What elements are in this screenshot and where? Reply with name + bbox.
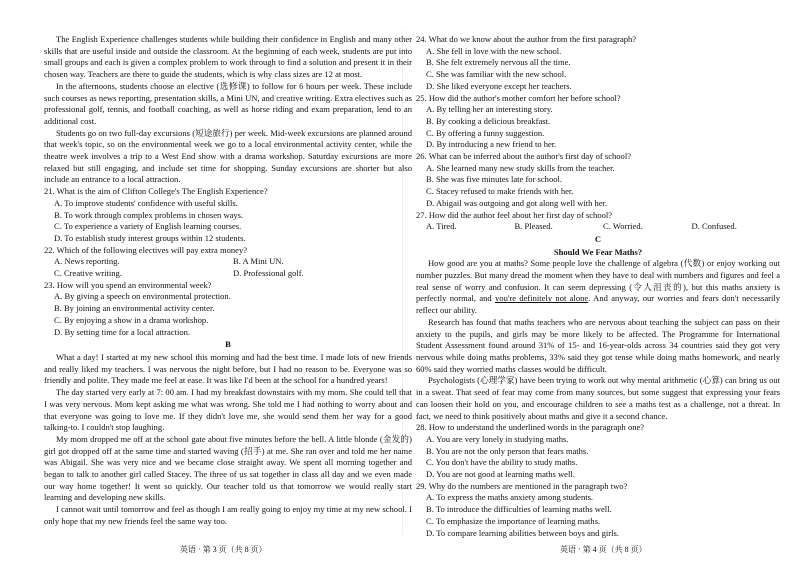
question-25-option-d: D. By introducing a new friend to her. [426,139,557,150]
question-25-option-a: A. By telling her an interesting story. [426,104,553,115]
question-29-option-c: C. To emphasize the importance of learning maths. [426,515,601,526]
question-27-option-c: C. Worried. [603,221,643,232]
question-22-option-d: D. Professional golf. [233,268,304,279]
question-29-option-d: D. To compare learning abilities between boys and girls. [426,527,619,538]
question-25-option-b: B. By cooking a delicious breakfast. [426,115,551,126]
question-26-option-d: D. Abigail was outgoing and got along well with her. [426,197,608,208]
passage-a-paragraph-3: Students go on two full-day excursions (短途旅行) per week. Mid-week excursions are planned around that week's topic, so on the environmental week we go to a local environmental activity center, while the theatre week involves a trip to a West End show with a drama workshop. Saturday excursions are more relaxed but still engaging, and include set time for shopping. Sunday excursions are shorter but also include an entrance to a local attraction. [44,127,412,185]
question-26-option-c: C. Stacey refused to make friends with her. [426,186,574,197]
question-23-option-b: B. By joining an environmental activity center. [54,303,215,314]
question-21-option-d: D. To establish study interest groups within 12 students. [54,232,246,243]
passage-b-paragraph-4: I cannot wait until tomorrow and feel as though I am really going to enjoy my time at my new school. I only hope that my new friends feel the same way too. [44,504,412,526]
passage-c-paragraph-2: Research has found that maths teachers who are nervous about teaching the subject can pass on their anxiety to the pupils, and girls may be more likely to be affected. The Programme for International Student Assessment found around 31% of 15- and 16-year-olds across 34 countries said they got very nervous while doing maths problems, 33% said they got tense while doing maths homework, and nearly 60% said they worried maths classes would be difficult. [416,316,780,374]
question-23-option-d: D. By setting time for a local attraction. [54,326,190,337]
question-24-option-a: A. She fell in love with the new school. [426,45,562,56]
question-21-option-a: A. To improve students' confidence with useful skills. [54,197,238,208]
question-22-option-c: C. Creative writing. [54,268,122,279]
right-page [416,34,780,539]
passage-c-paragraph-1-end: . And anyway, our worries and fears don't necessarily reflect our ability. [416,293,780,316]
passage-c-paragraph-1-start: How good are you at maths? Some people love the challenge of algebra (代数) or enjoy working out number puzzles. But many dread the moment when they have to deal with numbers and figures and feel a real sense of worry and confusion. It can seem depressing (令人沮丧的), but this maths anxiety is perfectly normal, and [416,258,780,304]
question-28-option-d: D. You are not good at learning maths well. [426,469,575,480]
passage-c-paragraph-3: Psychologists (心理学家) have been trying to work out why mental arithmetic (心算) can bring us out in a sweat. That seed of fear may come from many sources, but some suggest that expressing your fears can loosen their hold on you, and encourage children to see a maths test as a challenge, not a threat. In fact, we need to think positively about maths and give it a second chance. [416,375,780,421]
question-28: 28. How to understand the underlined words in the paragraph one? [416,422,645,433]
question-25-option-c: C. By offering a funny suggestion. [426,127,545,138]
question-24-option-b: B. She felt extremely nervous all the time. [426,57,571,68]
passage-c-title: Should We Fear Maths? [553,246,643,257]
passage-b-paragraph-2: The day started very early at 7: 00 am. I had my breakfast downstairs with my mom. She could tell that I was very nervous. Mom kept asking me what was wrong. She told me I had nothing to worry about and that everyone was going to love me. If they didn't love me, she would send them her way for a good talking-to. I couldn't stop laughing. [44,387,412,433]
question-26: 26. What can be inferred about the author's first day of school? [416,151,631,162]
section-c-heading: C [594,233,602,244]
question-28-option-b: B. You are not the only person that fears maths. [426,445,589,456]
question-27-options [426,221,780,233]
underlined-phrase: you're definitely not alone [495,293,589,304]
question-22-options-row-1 [54,256,412,268]
question-22-option-a: A. News reporting. [54,256,120,267]
question-26-option-a: A. She learned many new study skills from the teacher. [426,162,615,173]
question-28-option-a: A. You are very lonely in studying maths. [426,433,569,444]
passage-a-paragraph-2: In the afternoons, students choose an elective (选修课) to follow for 6 hours per week. These include such courses as news reporting, presentation skills, a Mini UN, and creative writing. Extra electives such as professional golf, tennis, and football coaching, as well as horse riding and exam preparation, lend to an additional cost. [44,80,412,126]
question-23: 23. How will you spend an environmental week? [44,279,212,290]
question-22-option-b: B. A Mini UN. [233,256,284,267]
question-25: 25. How did the author's mother comfort her before school? [416,92,621,103]
question-24-option-d: D. She liked everyone except her teachers. [426,80,572,91]
question-27: 27. How did the author feel about her first day of school? [416,209,613,220]
question-21-option-b: B. To work through complex problems in chosen ways. [54,209,244,220]
right-page-footer: 英语 · 第 4 页（共 8 页） [560,545,647,554]
question-22-options-row-2 [54,268,412,280]
question-21-option-c: C. To experience a variety of English learning courses. [54,221,242,232]
question-28-option-c: C. You don't have the ability to study maths. [426,457,578,468]
left-page [44,34,412,528]
question-27-option-d: D. Confused. [691,221,737,232]
question-29-option-a: A. To express the maths anxiety among students. [426,492,594,503]
question-24: 24. What do we know about the author from the first paragraph? [416,34,637,44]
question-29-option-b: B. To introduce the difficulties of learning maths well. [426,504,612,515]
question-22: 22. Which of the following electives will pay extra money? [44,244,248,255]
passage-c-paragraph-1 [416,258,780,317]
question-29: 29. Why do the numbers are mentioned in the paragraph two? [416,480,628,491]
question-27-option-a: A. Tired. [426,221,457,232]
question-21: 21. What is the aim of Clifton College's The English Experience? [44,186,268,197]
passage-b-paragraph-1: What a day! I started at my new school this morning and had the best time. I made lots of new friends and really liked my teachers. I was nervous the night before, but I had no reason to be. Everyone was so friendly and polite. They made me feel at ease. It was like I'd been at the school for a hundred years! [44,351,412,386]
question-24-option-c: C. She was familiar with the new school. [426,69,567,80]
question-23-option-c: C. By enjoying a show in a drama workshop. [54,314,209,325]
passage-a-paragraph-1: The English Experience challenges students while building their confidence in English and many other skills that are useful inside and outside the classroom. At the beginning of each week, students are put into small groups and each is given a complex problem to work through to find a solution and present it in their chosen way. Teachers are there to guide the students, which is why class sizes are 12 at most. [44,34,412,80]
left-page-footer: 英语 · 第 3 页（共 8 页） [180,545,267,554]
section-b-heading: B [225,339,231,350]
passage-b-paragraph-3: My mom dropped me off at the school gate about five minutes before the bell. A little blonde (金发的) girl got dropped off at the same time and started waving (招手) at me. She ran over and told me her name was Abigail. She was very nice and we became close straight away. We spent all morning together and began to talk to another girl called Stacey. The three of us sat together in class all day and we even made our way home together! It went so quickly. Our teacher told us that tomorrow we would really start learning and developing new skills. [44,433,412,503]
question-26-option-b: B. She was five minutes late for school. [426,174,563,185]
question-23-option-a: A. By giving a speech on environmental protection. [54,291,231,302]
question-27-option-b: B. Pleased. [514,221,553,232]
